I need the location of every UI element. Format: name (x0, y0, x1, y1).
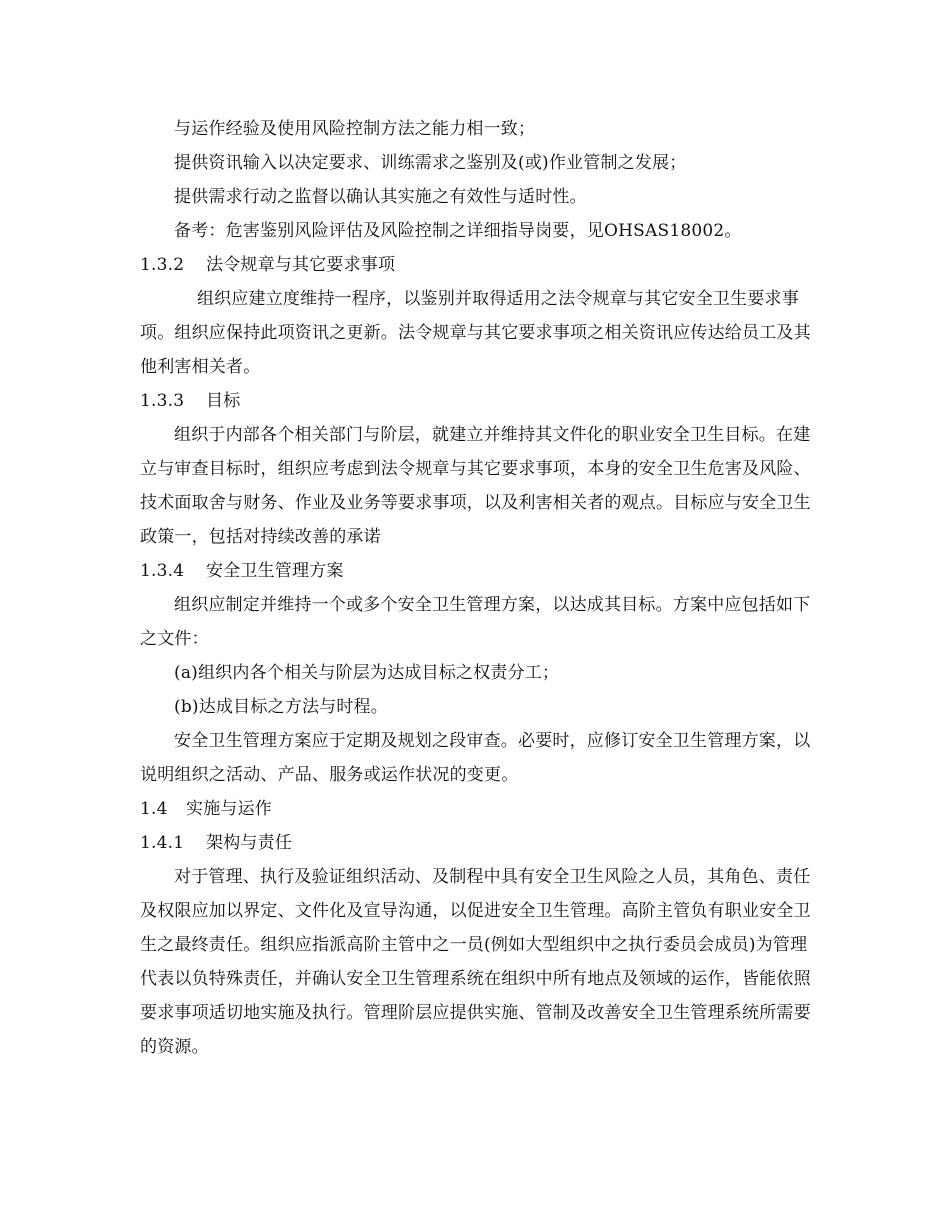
list-item: (a)组织内各个相关与阶层为达成目标之权责分工； (174, 663, 560, 683)
section-number: 1.3.2 (140, 255, 185, 275)
paragraph: 组织应制定并维持一个或多个安全卫生管理方案，以达成其目标。方案中应包括如下之文件： (140, 595, 811, 649)
section-heading-1-3-2 (140, 248, 820, 282)
list-item: (b)达成目标之方法与时程。 (174, 697, 388, 717)
paragraph: 提供需求行动之监督以确认其实施之有效性与适时性。 (174, 187, 587, 207)
document-body (140, 112, 820, 1064)
section-title: 安全卫生管理方案 (206, 561, 344, 581)
section-number: 1.3.4 (140, 561, 185, 581)
paragraph-remark: 备考：危害鉴别风险评估及风险控制之详细指导岗要，见OHSAS18002。 (174, 221, 742, 241)
section-heading-1-4-1 (140, 826, 820, 860)
paragraph: 对于管理、执行及验证组织活动、及制程中具有安全卫生风险之人员，其角色、责任及权限应加以界定、文件化及宣导沟通，以促进安全卫生管理。高阶主管负有职业安全卫生之最终责任。组织应指派高阶主管中之一员(例如大型组织中之执行委员会成员)为管理代表以负特殊责任，并确认安全卫生管理系统在组织中所有地点及领域的运作，皆能依照要求事项适切地实施及执行。管理阶层应提供实施、管制及改善安全卫生管理系统所需要的资源。 (140, 867, 811, 1057)
paragraph: 组织应建立度维持一程序，以鉴别并取得适用之法令规章与其它安全卫生要求事项。组织应保持此项资讯之更新。法令规章与其它要求事项之相关资讯应传达给员工及其他利害相关者。 (140, 289, 811, 377)
paragraph: 与运作经验及使用风险控制方法之能力相一致； (174, 119, 536, 139)
section-title: 法令规章与其它要求事项 (206, 255, 396, 275)
section-number: 1.4 (140, 799, 168, 819)
section-title: 实施与运作 (186, 799, 272, 819)
section-title: 架构与责任 (206, 833, 292, 853)
paragraph: 提供资讯输入以决定要求、训练需求之鉴别及(或)作业管制之发展； (174, 153, 687, 173)
section-number: 1.4.1 (140, 833, 185, 853)
paragraph: 组织于内部各个相关部门与阶层，就建立并维持其文件化的职业安全卫生目标。在建立与审查目标时，组织应考虑到法令规章与其它要求事项，本身的安全卫生危害及风险、技术面取舍与财务、作业及业务等要求事项，以及利害相关者的观点。目标应与安全卫生政策一，包括对持续改善的承诺 (140, 425, 811, 547)
section-heading-1-3-4 (140, 554, 820, 588)
section-title: 目标 (206, 391, 241, 411)
section-heading-1-3-3 (140, 384, 820, 418)
section-heading-1-4 (140, 792, 820, 826)
section-number: 1.3.3 (140, 391, 185, 411)
paragraph: 安全卫生管理方案应于定期及规划之段审查。必要时，应修订安全卫生管理方案，以说明组织之活动、产品、服务或运作状况的变更。 (140, 731, 811, 785)
